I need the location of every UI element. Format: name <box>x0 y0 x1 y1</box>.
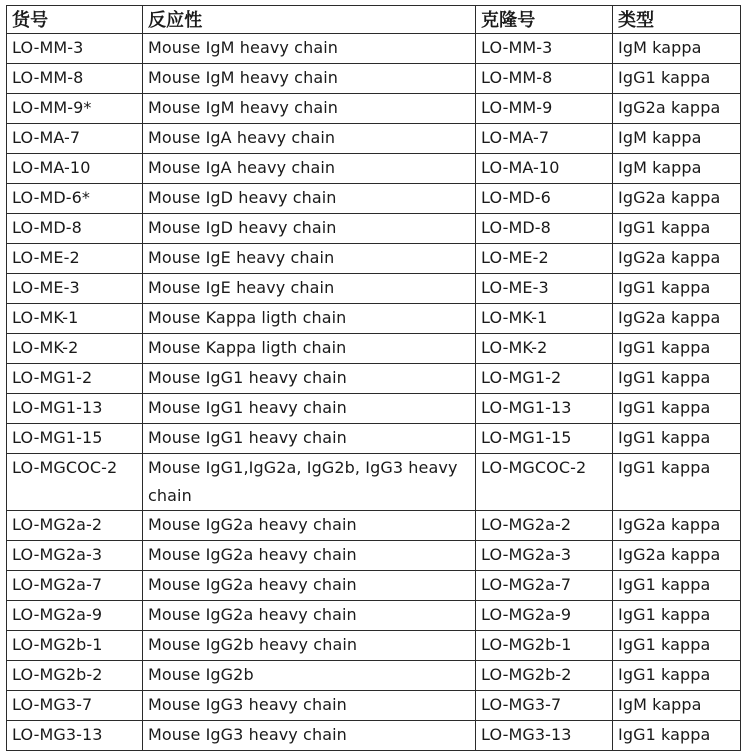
cell-clone-number: LO-ME-2 <box>476 244 613 274</box>
table-row <box>7 394 741 424</box>
cell-catalog-number: LO-MM-3 <box>7 34 143 64</box>
cell-reactivity: Mouse Kappa ligth chain <box>143 304 476 334</box>
cell-reactivity: Mouse IgE heavy chain <box>143 244 476 274</box>
cell-type: IgG1 kappa <box>613 274 741 304</box>
cell-reactivity: Mouse IgG1 heavy chain <box>143 394 476 424</box>
header-row <box>7 6 741 34</box>
cell-catalog-number: LO-MG2a-2 <box>7 511 143 541</box>
table-row <box>7 454 741 511</box>
cell-clone-number: LO-MG2a-7 <box>476 571 613 601</box>
cell-reactivity: Mouse IgM heavy chain <box>143 94 476 124</box>
cell-catalog-number: LO-MG1-2 <box>7 364 143 394</box>
cell-catalog-number: LO-MD-8 <box>7 214 143 244</box>
cell-type: IgG2a kappa <box>613 184 741 214</box>
cell-type: IgG1 kappa <box>613 64 741 94</box>
table-row <box>7 94 741 124</box>
cell-clone-number: LO-MG3-13 <box>476 721 613 751</box>
cell-catalog-number: LO-MG3-7 <box>7 691 143 721</box>
table-row <box>7 124 741 154</box>
cell-catalog-number: LO-MM-8 <box>7 64 143 94</box>
cell-type: IgG1 kappa <box>613 214 741 244</box>
cell-type: IgG1 kappa <box>613 454 741 511</box>
cell-catalog-number: LO-MM-9* <box>7 94 143 124</box>
cell-clone-number: LO-MM-3 <box>476 34 613 64</box>
header-clone-number: 克隆号 <box>476 6 613 34</box>
cell-catalog-number: LO-MG3-13 <box>7 721 143 751</box>
cell-reactivity: Mouse IgE heavy chain <box>143 274 476 304</box>
table-row <box>7 334 741 364</box>
cell-catalog-number: LO-MG2a-9 <box>7 601 143 631</box>
cell-type: IgG1 kappa <box>613 334 741 364</box>
cell-clone-number: LO-MG1-2 <box>476 364 613 394</box>
table-row <box>7 64 741 94</box>
table-row <box>7 721 741 751</box>
cell-clone-number: LO-MG1-13 <box>476 394 613 424</box>
table-row <box>7 34 741 64</box>
cell-type: IgG2a kappa <box>613 244 741 274</box>
cell-clone-number: LO-MM-9 <box>476 94 613 124</box>
table-row <box>7 364 741 394</box>
cell-catalog-number: LO-MD-6* <box>7 184 143 214</box>
cell-clone-number: LO-MK-1 <box>476 304 613 334</box>
cell-reactivity: Mouse IgG1,IgG2a, IgG2b, IgG3 heavy chain <box>143 454 476 511</box>
table-row <box>7 154 741 184</box>
cell-type: IgG1 kappa <box>613 571 741 601</box>
cell-reactivity: Mouse IgG2b <box>143 661 476 691</box>
cell-reactivity: Mouse IgG2a heavy chain <box>143 571 476 601</box>
cell-catalog-number: LO-ME-2 <box>7 244 143 274</box>
cell-reactivity: Mouse IgG3 heavy chain <box>143 721 476 751</box>
cell-reactivity: Mouse IgG3 heavy chain <box>143 691 476 721</box>
cell-reactivity: Mouse IgM heavy chain <box>143 34 476 64</box>
cell-type: IgG1 kappa <box>613 601 741 631</box>
cell-catalog-number: LO-ME-3 <box>7 274 143 304</box>
cell-reactivity: Mouse IgA heavy chain <box>143 154 476 184</box>
table-row <box>7 274 741 304</box>
cell-reactivity: Mouse IgG2a heavy chain <box>143 601 476 631</box>
table-row <box>7 304 741 334</box>
table-body <box>7 34 741 751</box>
cell-reactivity: Mouse IgD heavy chain <box>143 184 476 214</box>
cell-type: IgM kappa <box>613 124 741 154</box>
cell-clone-number: LO-MG2a-2 <box>476 511 613 541</box>
table-row <box>7 661 741 691</box>
cell-catalog-number: LO-MG1-15 <box>7 424 143 454</box>
table-row <box>7 631 741 661</box>
cell-type: IgG2a kappa <box>613 94 741 124</box>
table-row <box>7 184 741 214</box>
table-row <box>7 214 741 244</box>
cell-reactivity: Mouse IgG2a heavy chain <box>143 541 476 571</box>
table-row <box>7 244 741 274</box>
cell-clone-number: LO-MD-6 <box>476 184 613 214</box>
cell-type: IgG1 kappa <box>613 424 741 454</box>
cell-type: IgM kappa <box>613 154 741 184</box>
table-row <box>7 541 741 571</box>
table-row <box>7 511 741 541</box>
cell-clone-number: LO-MG1-15 <box>476 424 613 454</box>
table-row <box>7 424 741 454</box>
cell-type: IgG2a kappa <box>613 541 741 571</box>
cell-catalog-number: LO-MG2a-7 <box>7 571 143 601</box>
cell-clone-number: LO-MG2b-2 <box>476 661 613 691</box>
cell-clone-number: LO-MD-8 <box>476 214 613 244</box>
cell-catalog-number: LO-MK-1 <box>7 304 143 334</box>
cell-clone-number: LO-MA-7 <box>476 124 613 154</box>
table-header <box>7 6 741 34</box>
cell-type: IgG2a kappa <box>613 511 741 541</box>
cell-clone-number: LO-MM-8 <box>476 64 613 94</box>
antibody-table-container <box>6 5 740 751</box>
antibody-table <box>6 5 741 751</box>
cell-clone-number: LO-ME-3 <box>476 274 613 304</box>
cell-type: IgG1 kappa <box>613 631 741 661</box>
cell-reactivity: Mouse IgM heavy chain <box>143 64 476 94</box>
cell-catalog-number: LO-MGCOC-2 <box>7 454 143 511</box>
cell-reactivity: Mouse IgG2b heavy chain <box>143 631 476 661</box>
cell-catalog-number: LO-MG2b-1 <box>7 631 143 661</box>
cell-catalog-number: LO-MA-10 <box>7 154 143 184</box>
cell-reactivity: Mouse IgG2a heavy chain <box>143 511 476 541</box>
cell-type: IgM kappa <box>613 691 741 721</box>
table-row <box>7 601 741 631</box>
cell-clone-number: LO-MG2a-9 <box>476 601 613 631</box>
cell-clone-number: LO-MA-10 <box>476 154 613 184</box>
header-catalog-number: 货号 <box>7 6 143 34</box>
cell-reactivity: Mouse IgA heavy chain <box>143 124 476 154</box>
header-reactivity: 反应性 <box>143 6 476 34</box>
header-type: 类型 <box>613 6 741 34</box>
cell-catalog-number: LO-MA-7 <box>7 124 143 154</box>
cell-clone-number: LO-MG3-7 <box>476 691 613 721</box>
cell-type: IgG1 kappa <box>613 394 741 424</box>
cell-clone-number: LO-MK-2 <box>476 334 613 364</box>
cell-catalog-number: LO-MG1-13 <box>7 394 143 424</box>
cell-catalog-number: LO-MG2a-3 <box>7 541 143 571</box>
cell-clone-number: LO-MG2b-1 <box>476 631 613 661</box>
cell-type: IgG2a kappa <box>613 304 741 334</box>
table-row <box>7 571 741 601</box>
cell-catalog-number: LO-MK-2 <box>7 334 143 364</box>
cell-clone-number: LO-MGCOC-2 <box>476 454 613 511</box>
cell-type: IgM kappa <box>613 34 741 64</box>
cell-reactivity: Mouse IgG1 heavy chain <box>143 424 476 454</box>
cell-type: IgG1 kappa <box>613 661 741 691</box>
cell-reactivity: Mouse IgD heavy chain <box>143 214 476 244</box>
cell-type: IgG1 kappa <box>613 721 741 751</box>
cell-catalog-number: LO-MG2b-2 <box>7 661 143 691</box>
cell-reactivity: Mouse IgG1 heavy chain <box>143 364 476 394</box>
cell-reactivity: Mouse Kappa ligth chain <box>143 334 476 364</box>
cell-type: IgG1 kappa <box>613 364 741 394</box>
cell-clone-number: LO-MG2a-3 <box>476 541 613 571</box>
table-row <box>7 691 741 721</box>
